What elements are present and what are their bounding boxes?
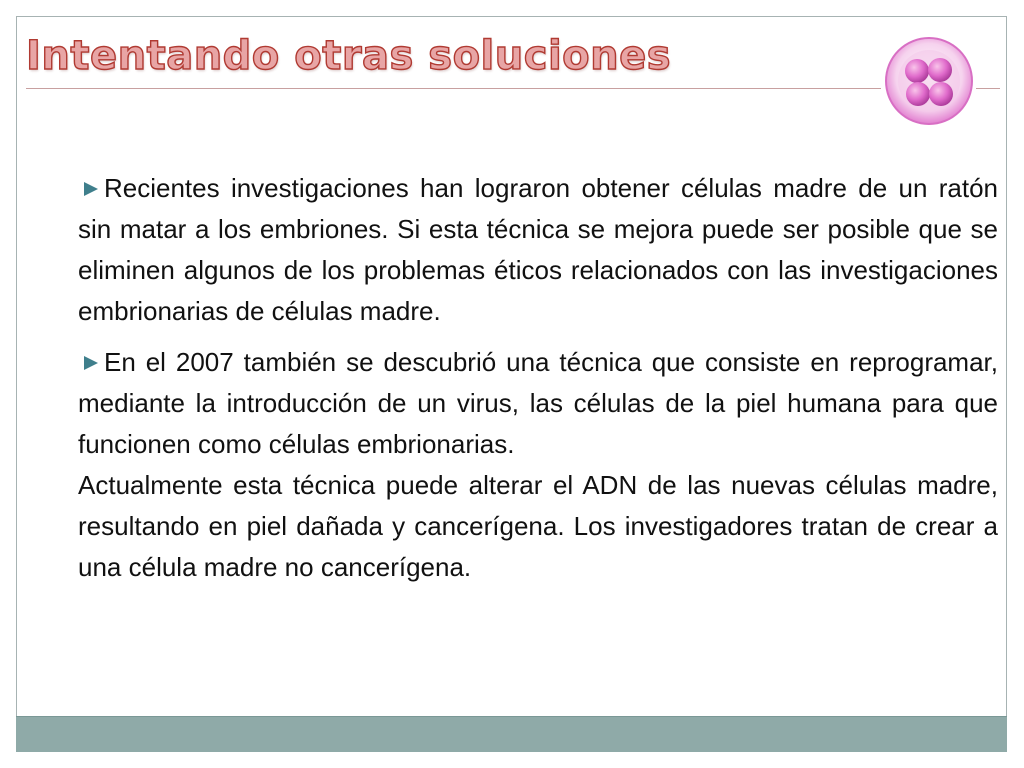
title-underline-right (976, 88, 1000, 89)
slide-title: Intentando otras soluciones (26, 33, 672, 79)
footer-bar (16, 716, 1007, 752)
bullet-arrow-icon (84, 182, 98, 196)
bullet-paragraph-1 (78, 168, 998, 332)
title-underline (26, 88, 881, 89)
paragraph-text: En el 2007 también se descubrió una técnica que consiste en reprogramar, mediante la introducción de un virus, las células de la piel humana para que funcionen como células embrionarias. (78, 347, 998, 459)
paragraph-text: Recientes investigaciones han lograron obtener células madre de un ratón sin matar a los embriones. Si esta técnica se mejora puede ser posible que se eliminen algunos de los problemas éticos relacionados con las investigaciones embrionarias de células madre. (78, 173, 998, 326)
slide-body (78, 168, 998, 588)
bullet-arrow-icon (84, 356, 98, 370)
paragraph-continuation: Actualmente esta técnica puede alterar el ADN de las nuevas células madre, resultando en piel dañada y cancerígena. Los investigadores tratan de crear a una célula madre no cancerígena. (78, 470, 998, 582)
embryo-cells-icon (884, 36, 974, 126)
bullet-paragraph-2 (78, 342, 998, 465)
